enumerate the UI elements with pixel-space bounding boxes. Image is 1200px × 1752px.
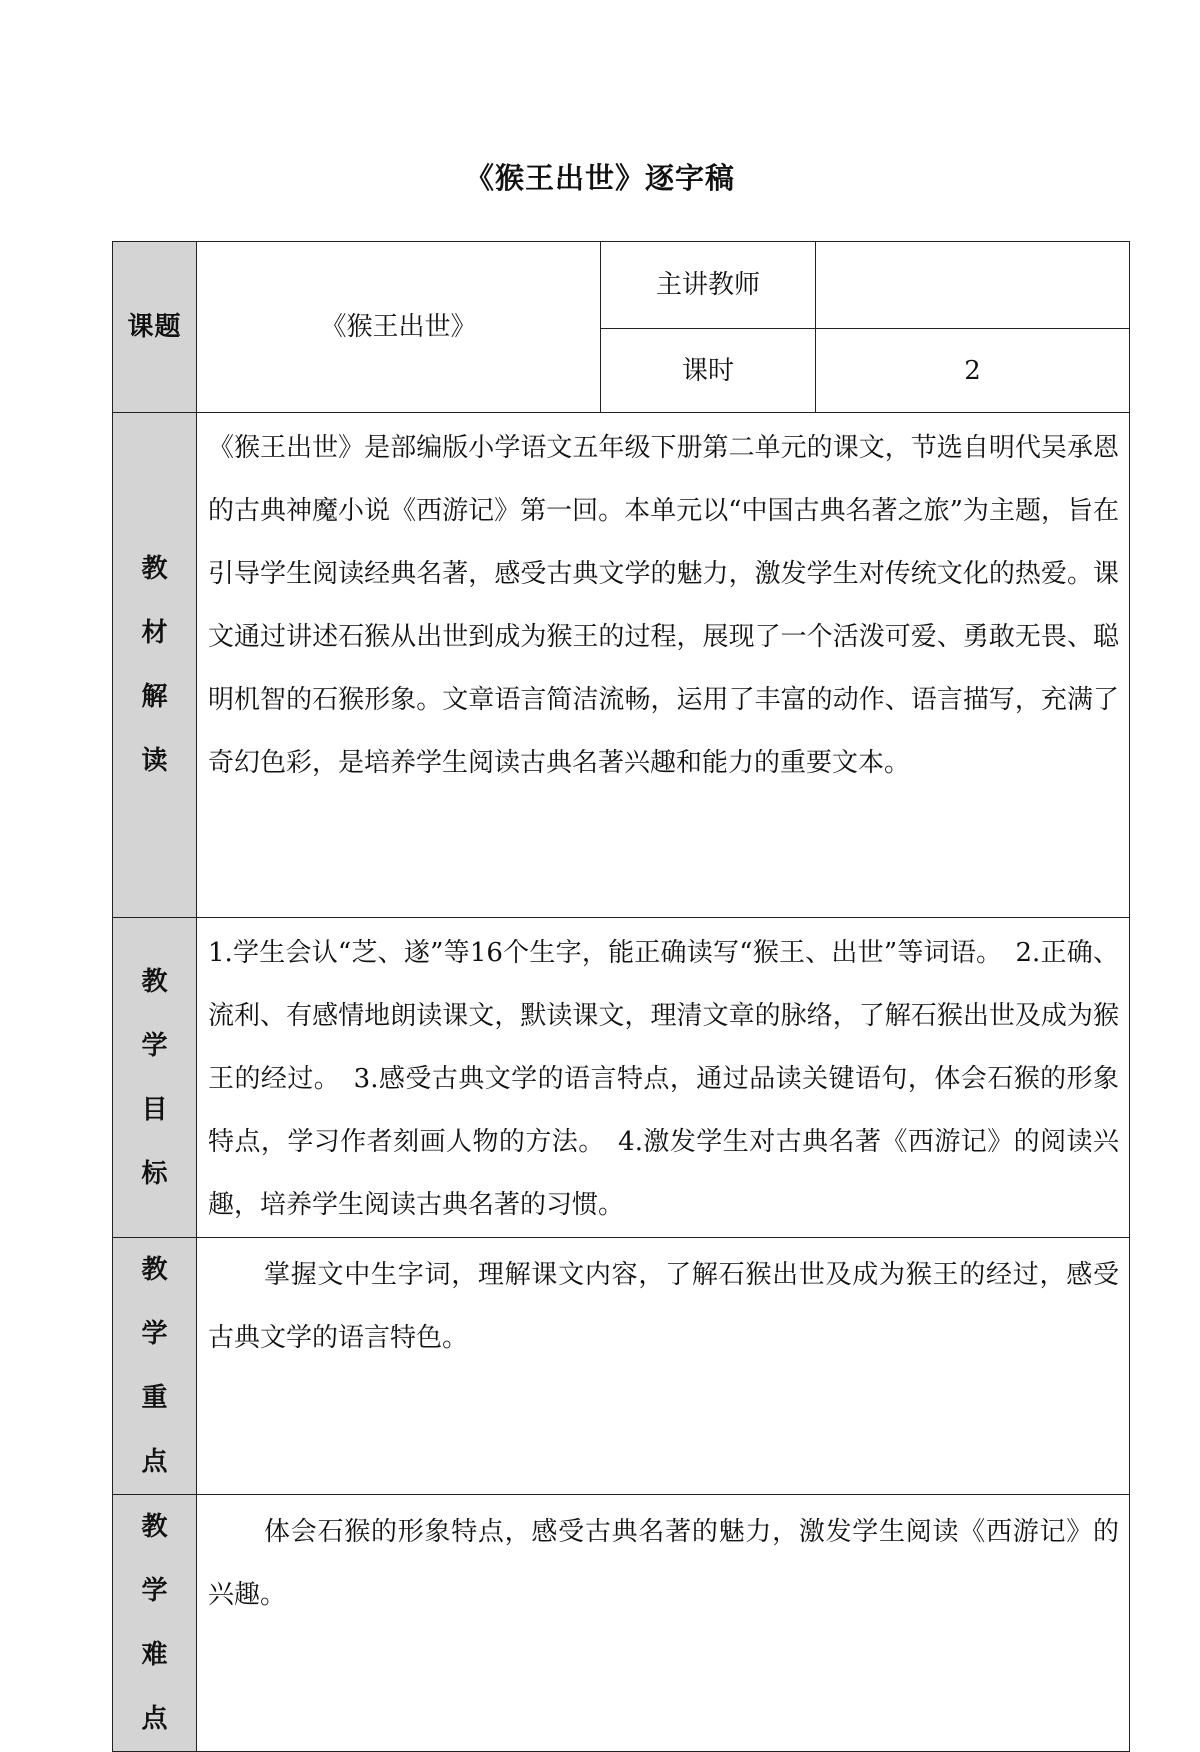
difficulties-label-line-2: 难点 [141,1640,180,1734]
keypoints-text: 掌握文中生字词，理解课文内容，了解石猴出世及成为猴王的经过，感受古典文学的语言特色。 [197,1238,1130,1495]
difficulties-label-cell [113,1495,197,1752]
goals-text: 1.学生会认“芝、遂”等16个生字，能正确读写“猴王、出世”等词语。 2.正确、流利、有感情地朗读课文，默读课文，理清文章的脉络，了解石猴出世及成为猴王的经过。 3.感受古典文学的语言特点，通过品读关键语句，体会石猴的形象特点，学习作者刻画人物的方法。 4.激发学生对古典名著《西游记》的阅读兴趣，培养学生阅读古典名著的习惯。 [197,918,1130,1238]
lesson-plan-table [112,241,1130,1752]
keypoints-label-line-2: 重点 [141,1383,180,1477]
keypoints-label-cell [113,1238,197,1495]
teacher-label: 主讲教师 [601,242,816,329]
goals-label-line-2: 目标 [141,1094,180,1189]
keypoints-label-line-1: 教学 [141,1255,180,1349]
topic-value: 《猴王出世》 [197,242,601,413]
material-label-cell [113,413,197,918]
topic-label: 课题 [127,312,182,342]
teacher-value [816,242,1130,329]
material-label-line-1: 教材 [141,554,180,648]
topic-label-cell [113,242,197,413]
hours-label: 课时 [601,329,816,413]
page-title: 《猴王出世》逐字稿 [464,161,735,195]
material-text: 《猴王出世》是部编版小学语文五年级下册第二单元的课文，节选自明代吴承恩的古典神魔小说《西游记》第一回。本单元以“中国古典名著之旅”为主题，旨在引导学生阅读经典名著，感受古典文学的魅力，激发学生对传统文化的热爱。课文通过讲述石猴从出世到成为猴王的过程，展现了一个活泼可爱、勇敢无畏、聪明机智的石猴形象。文章语言简洁流畅，运用了丰富的动作、语言描写，充满了奇幻色彩，是培养学生阅读古典名著兴趣和能力的重要文本。 [197,413,1130,918]
hours-value: 2 [816,329,1130,413]
difficulties-text: 体会石猴的形象特点，感受古典名著的魅力，激发学生阅读《西游记》的兴趣。 [197,1495,1130,1752]
goals-label-line-1: 教学 [141,966,180,1061]
material-label-line-2: 解读 [141,682,180,776]
difficulties-label-line-1: 教学 [141,1512,180,1606]
goals-label-cell [113,918,197,1238]
